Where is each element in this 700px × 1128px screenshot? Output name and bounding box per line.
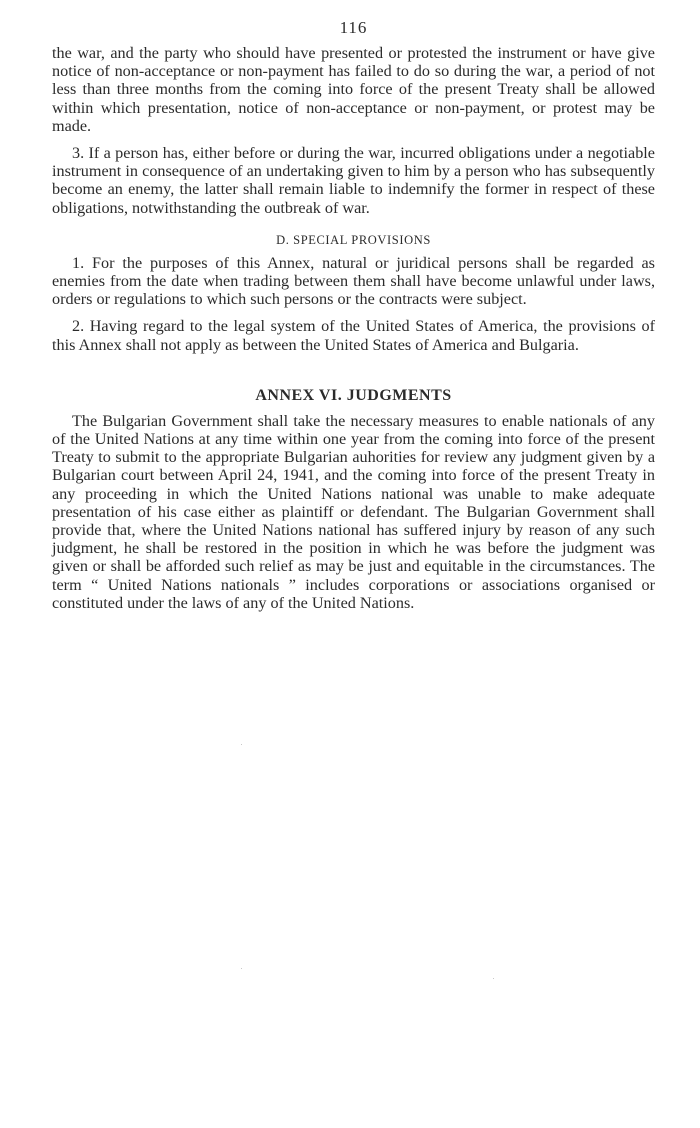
scan-speck: [241, 744, 242, 745]
section-d-heading: D. SPECIAL PROVISIONS: [276, 232, 431, 247]
annex-vi-heading: ANNEX VI. JUDGMENTS: [255, 386, 452, 404]
special-provision-2: 2. Having regard to the legal system of the United States of America, the provisions of this Annex shall not apply as between the United States of America and Bulgaria.: [52, 317, 655, 354]
document-page: [52, 18, 655, 612]
scan-speck: [241, 968, 242, 969]
scan-speck: [493, 978, 494, 979]
special-provision-1: 1. For the purposes of this Annex, natural or juridical persons shall be regarded as enemies from the date when trading between them shall have become unlawful under laws, orders or regulations to which such persons or the contracts were subject.: [52, 253, 655, 309]
page-number: 116: [339, 18, 368, 37]
paragraph-continuation: the war, and the party who should have presented or protested the instrument or have give notice of non-acceptance or non-payment has failed to do so during the war, a period of not less than three months from the coming into force of the present Treaty shall be allowed within which presentation, notice of non-acceptance or non-payment, or protest may be made.: [52, 44, 655, 135]
annex-vi-paragraph: The Bulgarian Government shall take the necessary measures to enable nationals of any of the United Nations at any time within one year from the coming into force of the present Treaty to submit to the appropriate Bulgarian auhorities for review any judgment given by a Bulgarian court between April 24, 1941, and the coming into force of the present Treaty in any proceeding in which the United Nations national was unable to make adequate presentation of his case either as plaintiff or defendant. The Bulgarian Government shall provide that, where the United Nations national has suffered injury by reason of any such judgment, he shall be restored in the position in which he was before the judgment was given or shall be afforded such relief as may be just and equitable in the circumstances. The term “ United Nations nationals ” includes corporations or associations organised or constituted under the laws of any of the United Nations.: [52, 411, 655, 612]
paragraph-3: 3. If a person has, either before or during the war, incurred obligations under a negotiable instrument in consequence of an undertaking given to him by a person who has subsequently become an enemy, the latter shall remain liable to indemnify the former in respect of these obligations, notwithstanding the outbreak of war.: [52, 144, 655, 217]
